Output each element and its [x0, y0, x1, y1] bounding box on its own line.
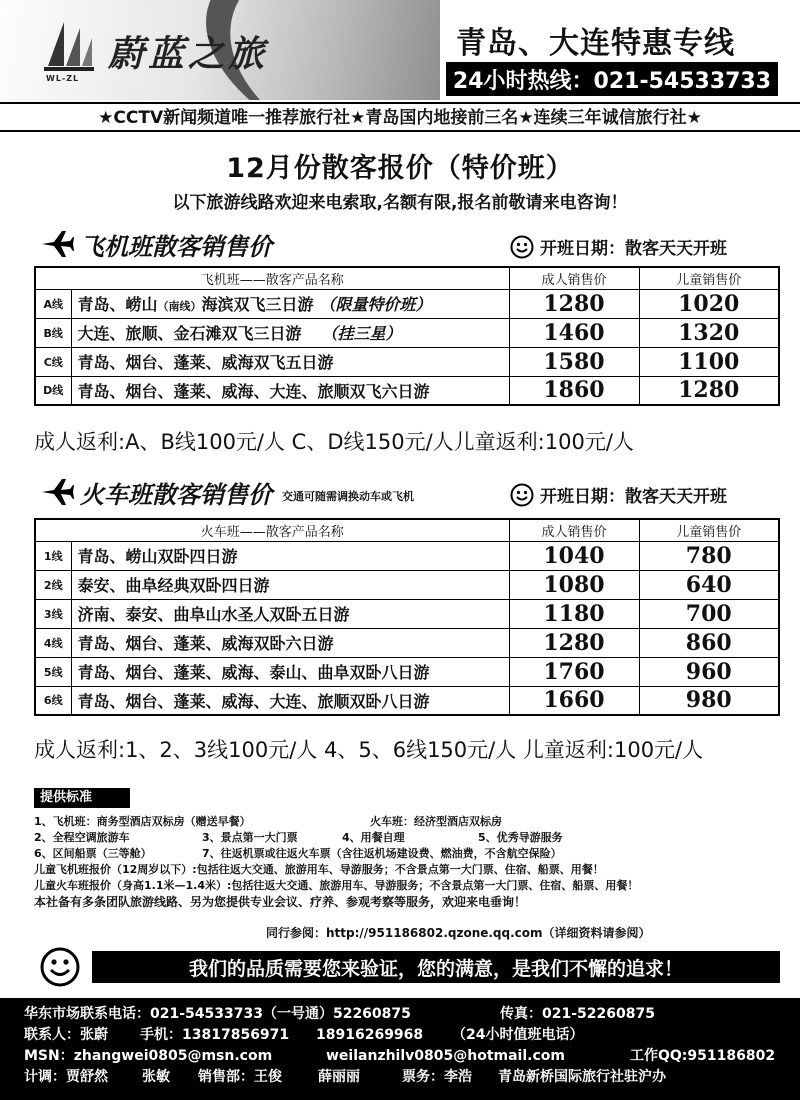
- route-code: 6线: [35, 686, 71, 715]
- hotline-box: 24小时热线：021-54533733: [446, 62, 778, 96]
- flight-header-adult: 成人销售价: [509, 267, 639, 289]
- flight-rebate: 成人返利:A、B线100元/人 C、D线150元/人儿童返利:100元/人: [34, 430, 634, 454]
- child-price: 980: [639, 686, 779, 715]
- standard-item: 火车班：经济型酒店双标房: [370, 815, 502, 828]
- standard-item: 3、景点第一大门票: [202, 831, 298, 844]
- contact-person: 联系人：张蔚: [24, 1027, 108, 1043]
- flight-header-name: 飞机班——散客产品名称: [35, 267, 509, 289]
- planner-1: 计调：贾舒然: [24, 1069, 108, 1085]
- route-name-text-2: 海滨双飞三日游: [201, 295, 314, 314]
- main-title: 12月份散客报价（特价班）: [226, 153, 574, 184]
- table-row: [35, 570, 779, 599]
- table-header-row: [35, 267, 779, 289]
- child-price: 780: [639, 541, 779, 570]
- child-price: 860: [639, 628, 779, 657]
- train-section-title: 火车班散客销售价: [80, 479, 272, 509]
- agency-office: 青岛新桥国际旅行社驻沪办: [498, 1069, 666, 1085]
- train-start-date-text: 开班日期：散客天天开班: [540, 487, 727, 507]
- route-code: D线: [35, 376, 71, 405]
- standard-item: 本社备有多条团队旅游线路、另为您提供专业会议、疗养、参观考察等服务，欢迎来电垂询！: [34, 895, 527, 909]
- msn-contact[interactable]: MSN：zhangwei0805@msn.com: [24, 1048, 273, 1064]
- flight-header-child: 儿童销售价: [639, 267, 779, 289]
- table-row: [35, 657, 779, 686]
- adult-price: 1280: [509, 289, 639, 318]
- train-header-name: 火车班——散客产品名称: [35, 519, 509, 541]
- footer-line: [24, 1067, 776, 1088]
- planner-2: 张敏: [142, 1069, 170, 1085]
- sub-title: 以下旅游线路欢迎来电索取,名额有限,报名前敬请来电咨询！: [172, 193, 628, 213]
- route-code: 1线: [35, 541, 71, 570]
- route-name: 青岛、烟台、蓬莱、威海、泰山、曲阜双卧八日游: [71, 657, 509, 686]
- standards-row: [34, 846, 794, 862]
- route-name: 青岛、烟台、蓬莱、威海、大连、旅顺双飞六日游: [71, 376, 509, 405]
- fax-info: 传真：021-52260875: [500, 1006, 655, 1022]
- adult-price: 1460: [509, 318, 639, 347]
- sales-2: 薛丽丽: [318, 1069, 360, 1085]
- header-title: 青岛、大连特惠专线: [456, 26, 735, 61]
- child-price: 1320: [639, 318, 779, 347]
- flight-section-head: [40, 226, 272, 262]
- reference-link[interactable]: 同行参阅：http://951186802.qzone.qq.com（详细资料请参阅）: [266, 926, 651, 940]
- sail-logo-icon: [40, 16, 96, 74]
- standard-item: 儿童飞机班报价（12周岁以下）:包括往返大交通、旅游用车、导游服务；不含景点第一大门票、住宿、船票、用餐！: [34, 863, 604, 876]
- smiley-icon: [510, 483, 534, 507]
- table-row: [35, 289, 779, 318]
- table-row: [35, 318, 779, 347]
- route-code: 4线: [35, 628, 71, 657]
- train-rebate: 成人返利:1、2、3线100元/人 4、5、6线150元/人 儿童返利:100元/人: [34, 738, 704, 762]
- phone-info: 华东市场联系电话：021-54533733（一号通）52260875: [24, 1006, 411, 1022]
- smiley-icon: [40, 947, 80, 987]
- flight-start-date-text: 开班日期：散客天天开班: [540, 239, 727, 259]
- route-name: [71, 318, 509, 347]
- mobile-2: 18916269968: [316, 1027, 424, 1043]
- standard-item: 5、优秀导游服务: [478, 831, 563, 844]
- slogan-bar: ★CCTV新闻频道唯一推荐旅行社★青岛国内地接前三名★连续三年诚信旅行社★: [0, 102, 800, 132]
- duty-note: （24小时值班电话）: [452, 1027, 584, 1043]
- flight-section-title: 飞机班散客销售价: [80, 231, 272, 261]
- train-header-adult: 成人销售价: [509, 519, 639, 541]
- airplane-icon: [40, 229, 74, 259]
- table-row: [35, 541, 779, 570]
- route-name-text: 大连、旅顺、金石滩双飞三日游: [77, 324, 302, 343]
- adult-price: 1760: [509, 657, 639, 686]
- standard-item: 4、用餐自理: [342, 831, 405, 844]
- route-code: 2线: [35, 570, 71, 599]
- adult-price: 1860: [509, 376, 639, 405]
- adult-price: 1660: [509, 686, 639, 715]
- route-name: [71, 289, 509, 318]
- table-row: [35, 628, 779, 657]
- standards-row: [34, 894, 794, 910]
- route-code: B线: [35, 318, 71, 347]
- route-code: A线: [35, 289, 71, 318]
- standard-item: 1、飞机班：商务型酒店双标房（赠送早餐）: [34, 815, 251, 828]
- train-section-note: 交通可随需调换动车或飞机: [282, 490, 414, 503]
- footer-line: [24, 1046, 776, 1067]
- standards-list: [34, 814, 794, 910]
- route-tag: （南线）: [157, 300, 202, 313]
- standards-label: 提供标准: [34, 788, 130, 808]
- child-price: 1100: [639, 347, 779, 376]
- route-name: 青岛、烟台、蓬莱、威海双卧六日游: [71, 628, 509, 657]
- mobile-1: 手机：13817856971: [140, 1027, 290, 1043]
- route-code: 3线: [35, 599, 71, 628]
- route-name: 青岛、烟台、蓬莱、威海双飞五日游: [71, 347, 509, 376]
- train-header-child: 儿童销售价: [639, 519, 779, 541]
- route-note: （限量特价班）: [319, 295, 432, 314]
- header: [0, 0, 800, 100]
- quality-slogan: 我们的品质需要您来验证，您的满意，是我们不懈的追求！: [92, 951, 780, 983]
- footer-line: [24, 1004, 776, 1025]
- table-row: [35, 686, 779, 715]
- route-name: 泰安、曲阜经典双卧四日游: [71, 570, 509, 599]
- quality-banner: [40, 944, 780, 990]
- table-row: [35, 599, 779, 628]
- email-contact[interactable]: weilanzhilv0805@hotmail.com: [326, 1048, 565, 1064]
- adult-price: 1580: [509, 347, 639, 376]
- route-code: C线: [35, 347, 71, 376]
- route-name: 青岛、崂山双卧四日游: [71, 541, 509, 570]
- adult-price: 1280: [509, 628, 639, 657]
- adult-price: 1040: [509, 541, 639, 570]
- logo-subtext: WL-ZL: [46, 74, 80, 83]
- logo-title: 蔚蓝之旅: [108, 33, 269, 75]
- child-price: 1020: [639, 289, 779, 318]
- route-name: 济南、泰安、曲阜山水圣人双卧五日游: [71, 599, 509, 628]
- adult-price: 1080: [509, 570, 639, 599]
- footer-line: [24, 1025, 776, 1046]
- adult-price: 1180: [509, 599, 639, 628]
- standards-row: [34, 862, 794, 878]
- train-price-table: [34, 518, 780, 716]
- route-note: （挂三星）: [321, 324, 402, 343]
- standards-row: [34, 878, 794, 894]
- route-name-text: 青岛、崂山: [77, 295, 158, 314]
- standards-row: [34, 814, 794, 830]
- smiley-icon: [510, 235, 534, 259]
- table-header-row: [35, 519, 779, 541]
- standard-item: 6、区间船票（三等舱）: [34, 847, 152, 860]
- standard-item: 2、全程空调旅游车: [34, 831, 130, 844]
- flight-start-date: [510, 234, 727, 259]
- qq-contact: 工作QQ:951186802: [630, 1048, 776, 1064]
- contact-footer: [0, 998, 800, 1100]
- train-start-date: [510, 482, 727, 507]
- sales-1: 销售部：王俊: [198, 1069, 282, 1085]
- child-price: 960: [639, 657, 779, 686]
- route-name: 青岛、烟台、蓬莱、威海、大连、旅顺双卧八日游: [71, 686, 509, 715]
- route-code: 5线: [35, 657, 71, 686]
- airplane-icon: [40, 477, 74, 507]
- table-row: [35, 376, 779, 405]
- flight-price-table: [34, 266, 780, 406]
- train-section-head: [40, 474, 414, 510]
- table-row: [35, 347, 779, 376]
- standard-item: 儿童火车班报价（身高1.1米—1.4米）:包括往返大交通、旅游用车、导游服务；不含景点第一大门票、住宿、船票、用餐！: [34, 879, 639, 892]
- standard-item: 7、往返机票或往返火车票（含往返机场建设费、燃油费，不含航空保险）: [202, 847, 562, 860]
- child-price: 700: [639, 599, 779, 628]
- child-price: 1280: [639, 376, 779, 405]
- child-price: 640: [639, 570, 779, 599]
- standards-row: [34, 830, 794, 846]
- ticketing: 票务：李浩: [402, 1069, 472, 1085]
